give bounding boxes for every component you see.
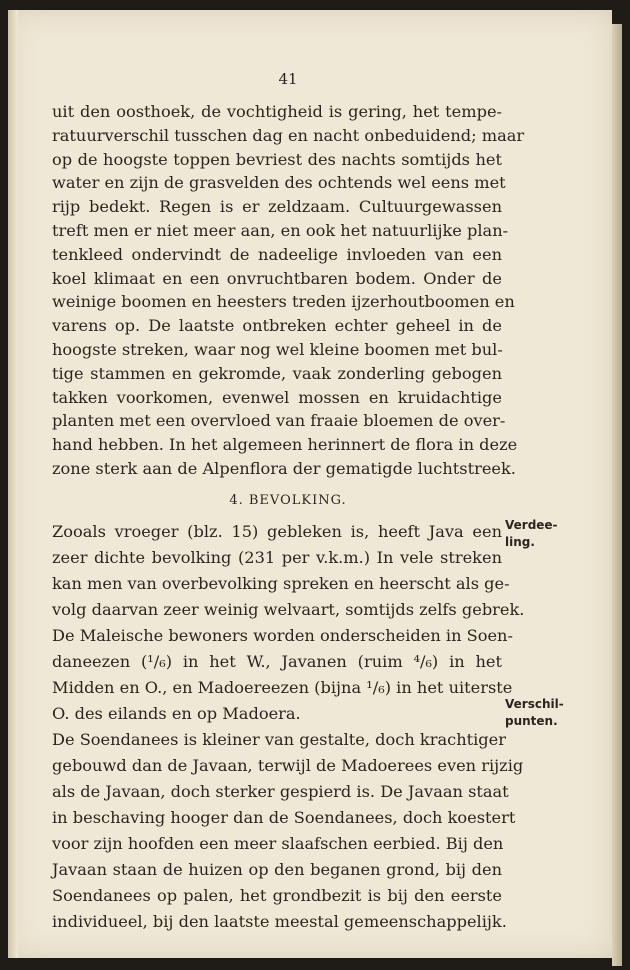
text-line: hand hebben. In het algemeen herinnert de flora in deze [52, 435, 518, 455]
text-line-last: zone sterk aan de Alpenflora der gematigde luchtstreek. [52, 459, 516, 478]
text-line: varens op. De laatste ontbreken echter geheel in de [52, 316, 502, 336]
text-line: uit den oosthoek, de vochtigheid is gering, het tempe- [52, 102, 502, 121]
text-line: ratuurverschil tusschen dag en nacht onbeduidend; maar [52, 125, 525, 145]
text-line: in beschaving hooger dan de Soendanees, doch koestert [52, 808, 516, 827]
text-line: treft men er niet meer aan, en ook het natuurlijke plan- [52, 221, 509, 240]
text-line: tenkleed ondervindt de nadeelige invloeden van een [52, 244, 502, 264]
text-line: op de hoogste toppen bevriest des nachts somtijds het [52, 149, 502, 169]
text-line: takken voorkomen, evenwel mossen en kruidachtige [52, 387, 502, 407]
text-line: kan men van overbevolking spreken en heerscht als ge- [52, 574, 510, 593]
text-line: daneezen (¹/₆) in het W., Javanen (ruim ⁴/₆) in het [52, 652, 502, 671]
text-line: Javaan staan de huizen op den beganen grond, bij den [52, 860, 502, 879]
text-line: gebouwd dan de Javaan, terwijl de Madoerees even rijzig [52, 756, 524, 775]
text-line: zeer dichte bevolking (231 per v.k.m.) In vele streken [52, 548, 502, 567]
margin-note-verschilpunten [505, 696, 605, 730]
page-gutter-shadow [8, 10, 18, 958]
margin-note-line: punten. [505, 714, 558, 728]
text-line: Soendanees op palen, het grondbezit is bij den eerste [52, 886, 502, 905]
text-line: rijp bedekt. Regen is er zeldzaam. Cultuurgewassen [52, 197, 502, 217]
text-line: O. des eilands en op Madoera. [52, 704, 301, 723]
text-line: planten met een overvloed van fraaie bloemen de over- [52, 411, 506, 431]
text-line: water en zijn de grasvelden des ochtends wel eens met [52, 173, 506, 193]
text-line: Midden en O., en Madoereezen (bijna ¹/₆) in het uiterste [52, 678, 513, 697]
margin-note-line: Verschil- [505, 697, 564, 711]
text-line: koel klimaat en een onvruchtbaren bodem. Onder de [52, 268, 502, 288]
section-heading: 4. BEVOLKING. [229, 493, 347, 508]
margin-note-verdeeling [505, 517, 605, 551]
page-edge [612, 24, 622, 966]
margin-note-line: Verdee- [505, 518, 558, 532]
text-line: volg daarvan zeer weinig welvaart, somtijds zelfs gebrek. [52, 600, 525, 619]
text-line: hoogste streken, waar nog wel kleine boomen met bul- [52, 340, 503, 359]
text-line: individueel, bij den laatste meestal gemeenschappelijk. [52, 912, 507, 931]
text-line: weinige boomen en heesters treden ijzerhoutboomen en [52, 292, 515, 312]
page-number: 41 [278, 70, 298, 88]
text-line: De Maleische bewoners worden onderscheiden in Soen- [52, 626, 513, 645]
text-line: tige stammen en gekromde, vaak zonderling gebogen [52, 363, 502, 383]
text-line: Zooals vroeger (blz. 15) gebleken is, heeft Java een [52, 522, 502, 541]
text-line: De Soendanees is kleiner van gestalte, doch krachtiger [52, 730, 506, 749]
margin-note-line: ling. [505, 535, 535, 549]
book-page [8, 10, 612, 958]
text-line: als de Javaan, doch sterker gespierd is. De Javaan staat [52, 782, 509, 801]
text-line: voor zijn hoofden een meer slaafschen eerbied. Bij den [52, 834, 504, 853]
